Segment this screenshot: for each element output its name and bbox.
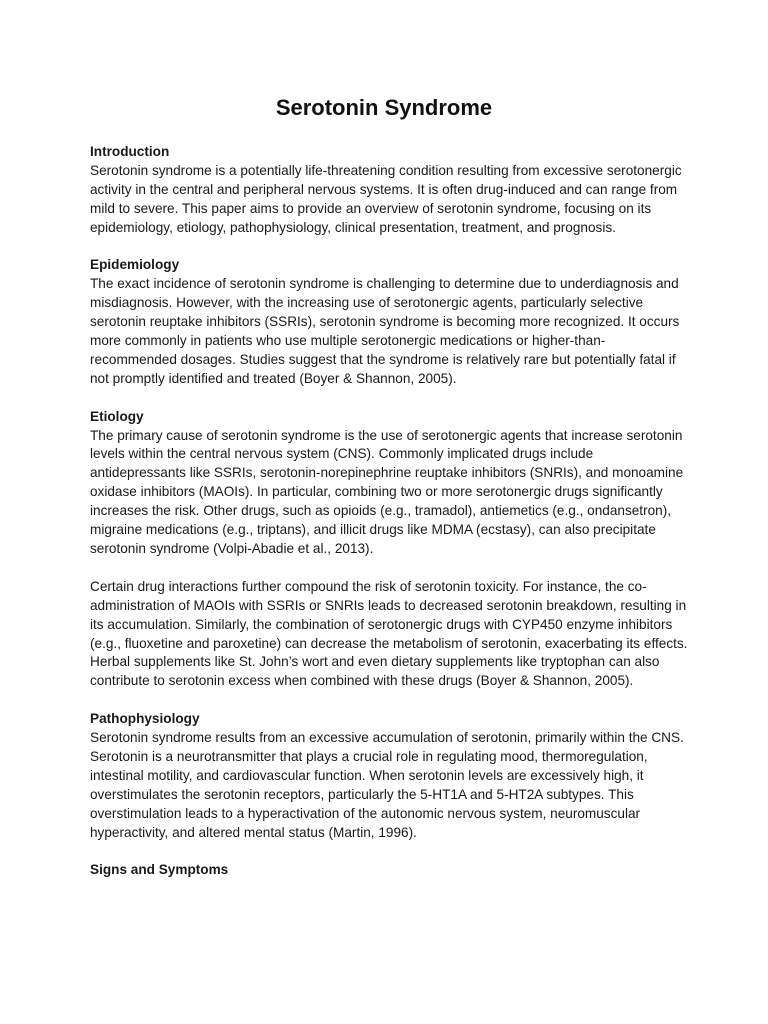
document-title: Serotonin Syndrome <box>275 95 493 120</box>
section-etiology <box>90 408 690 692</box>
paragraph: The primary cause of serotonin syndrome is the use of serotonergic agents that increase serotonin levels within the central nervous system (CNS). Commonly implicated drugs include antidepressants like SSRIs, serotonin-norepinephrine reuptake inhibitors (SNRIs), and monoamine oxidase inhibitors (MAOIs). In particular, combining two or more serotonergic drugs significantly increases the risk. Other drugs, such as opioids (e.g., tramadol), antiemetics (e.g., ondansetron), migraine medications (e.g., triptans), and illicit drugs like MDMA (ecstasy), can also precipitate serotonin syndrome (Volpi-Abadie et al., 2013). <box>90 427 684 556</box>
paragraph: Serotonin syndrome results from an excessive accumulation of serotonin, primarily within the CNS. Serotonin is a neurotransmitter that plays a crucial role in regulating mood, thermoregulation, intestinal motility, and cardiovascular function. When serotonin levels are excessively high, it overstimulates the serotonin receptors, particularly the 5-HT1A and 5-HT2A subtypes. This overstimulation leads to a hyperactivation of the autonomic nervous system, neuromuscular hyperactivity, and altered mental status (Martin, 1996). <box>90 730 684 840</box>
section-heading: Signs and Symptoms <box>90 862 229 878</box>
section-pathophysiology <box>90 710 690 842</box>
section-epidemiology <box>90 256 690 388</box>
paragraph: Serotonin syndrome is a potentially life-threatening condition resulting from excessive serotonergic activity in the central and peripheral nervous systems. It is often drug-induced and can range from mild to severe. This paper aims to provide an overview of serotonin syndrome, focusing on its epidemiology, etiology, pathophysiology, clinical presentation, treatment, and prognosis. <box>90 162 682 235</box>
document-body <box>90 143 690 899</box>
section-heading: Etiology <box>90 408 144 424</box>
section-introduction <box>90 143 690 238</box>
section-heading: Pathophysiology <box>90 711 200 727</box>
paragraph: Certain drug interactions further compound the risk of serotonin toxicity. For instance, the co-administration of MAOIs with SSRIs or SNRIs leads to decreased serotonin breakdown, resulting in its accumulation. Similarly, the combination of serotonergic drugs with CYP450 enzyme inhibitors (e.g., fluoxetine and paroxetine) can decrease the metabolism of serotonin, exacerbating its effects. Herbal supplements like St. John’s wort and even dietary supplements like tryptophan can also contribute to serotonin excess when combined with these drugs (Boyer & Shannon, 2005). <box>90 578 688 689</box>
section-signs-and-symptoms <box>90 861 690 880</box>
paragraph: The exact incidence of serotonin syndrome is challenging to determine due to underdiagnosis and misdiagnosis. However, with the increasing use of serotonergic agents, particularly selective serotonin reuptake inhibitors (SSRIs), serotonin syndrome is becoming more recognized. It occurs more commonly in patients who use multiple serotonergic medications or higher-than-recommended dosages. Studies suggest that the syndrome is relatively rare but potentially fatal if not promptly identified and treated (Boyer & Shannon, 2005). <box>90 276 680 386</box>
section-heading: Epidemiology <box>90 257 180 273</box>
section-heading: Introduction <box>90 144 170 159</box>
